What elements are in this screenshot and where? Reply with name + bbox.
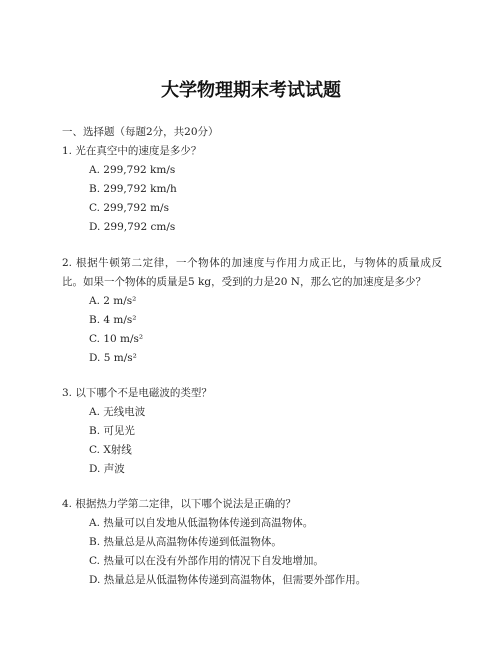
option-a: A. 299,792 km/s	[89, 164, 176, 176]
question-stem: 2. 根据牛顿第二定律，一个物体的加速度与作用力成正比，与物体的质量成反比。如果一个物体的质量是5 kg，受到的力是20 N，那么它的加速度是多少？	[62, 257, 442, 288]
question-1	[62, 142, 442, 237]
question-2	[62, 254, 442, 368]
question-stem: 4. 根据热力学第二定律，以下哪个说法是正确的？	[62, 498, 296, 510]
question-4	[62, 495, 442, 590]
option-c: C. 299,792 m/s	[89, 202, 169, 214]
option-a: A. 热量可以自发地从低温物体传递到高温物体。	[89, 517, 314, 529]
question-stem: 3. 以下哪个不是电磁波的类型？	[62, 387, 212, 399]
option-list	[62, 292, 442, 368]
option-c: C. 10 m/s²	[89, 333, 144, 345]
section-heading: 一、选择题（每题2分，共20分）	[62, 126, 219, 138]
exam-content	[62, 123, 442, 606]
option-a: A. 无线电波	[89, 406, 146, 418]
option-a: A. 2 m/s²	[89, 295, 137, 307]
exam-title: 大学物理期末考试试题	[161, 80, 341, 101]
option-c: C. X射线	[89, 444, 132, 456]
option-list	[62, 403, 442, 479]
option-b: B. 热量总是从高温物体传递到低温物体。	[89, 536, 282, 548]
option-b: B. 299,792 km/h	[89, 183, 177, 195]
option-list	[62, 161, 442, 237]
option-d: D. 299,792 cm/s	[89, 221, 176, 233]
question-stem: 1. 光在真空中的速度是多少？	[62, 145, 202, 157]
question-3	[62, 384, 442, 479]
option-list	[62, 514, 442, 590]
option-b: B. 可见光	[89, 425, 135, 437]
option-d: D. 5 m/s²	[89, 352, 137, 364]
option-c: C. 热量可以在没有外部作用的情况下自发地增加。	[89, 555, 324, 567]
option-d: D. 声波	[89, 463, 125, 475]
option-b: B. 4 m/s²	[89, 314, 137, 326]
option-d: D. 热量总是从低温物体传递到高温物体，但需要外部作用。	[89, 574, 367, 586]
